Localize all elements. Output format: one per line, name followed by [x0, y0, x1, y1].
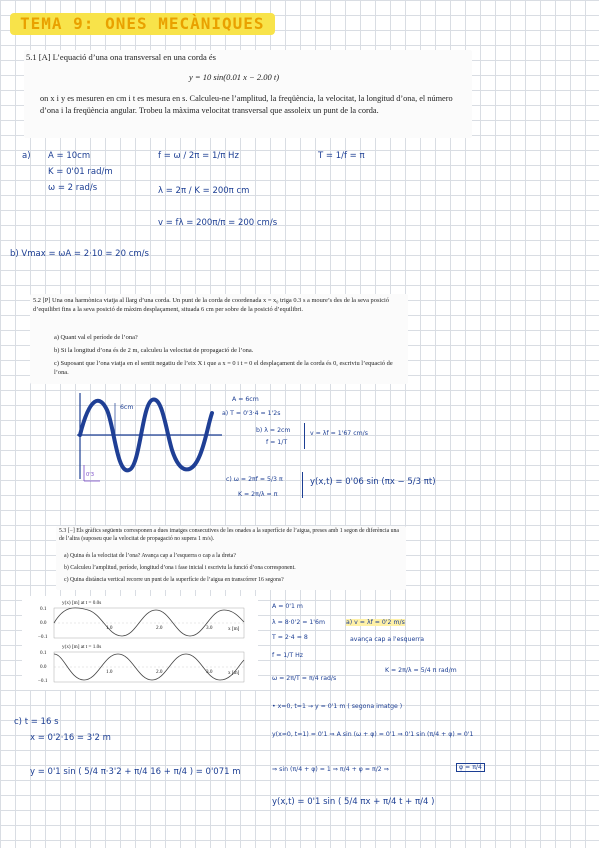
plot-top-title: y(x) [m] at t = 0.0s	[62, 600, 102, 606]
problem-5-1-equation: y = 10 sin(0.01 x − 2.00 t)	[189, 72, 280, 82]
sol-5-1-a-label: a)	[22, 151, 31, 161]
sol-5-3-angular-freq: ω = 2π/T = π/4 rad/s	[272, 675, 337, 682]
plot-top-xtick-3: 3.0	[206, 625, 213, 631]
problem-5-1	[24, 50, 472, 138]
sol-5-3-wavenumber: K = 2π/λ = 5/4 π rad/m	[385, 667, 457, 674]
plot-bottom-xtick-3: 3.0	[206, 669, 213, 675]
problem-5-3-heading: 5.3 [−] Els gràfics següents corresponen a dues imatges consecutives de les onades a la superfície de l’aigua, preses amb 1 segon de diferència una de l’altra (suposeu que la velocitat de propagació no supera 1 m/s).	[59, 528, 400, 542]
problem-5-2-c: c) Suposant que l’ona viatja en el sentit negatiu de l’eix X i que a x = 0 i t = 0 el desplaçament de la corda és 0, escriviu l’equació de l’ona.	[54, 360, 393, 376]
plot-top-ytick-1: 0.1	[40, 606, 47, 612]
plot-top-xlabel: x [m]	[228, 626, 240, 632]
sol-5-1-angular-freq: ω = 2 rad/s	[48, 183, 98, 193]
sol-5-2-b-lambda: b) λ = 2cm	[256, 427, 291, 434]
problem-5-3-b: b) Calculeu l’amplitud, període, longitud d’ona i fase inicial i escriviu la funció d’ona corresponent.	[64, 565, 296, 571]
brace-5-2-b	[304, 423, 307, 449]
sol-5-2-c-w: c) ω = 2πf = 5/3 π	[226, 476, 283, 483]
sol-5-3-c-displacement: y = 0'1 sin ( 5/4 π·3'2 + π/4 16 + π/4 ) = 0'071 m	[30, 767, 241, 777]
problem-5-2-b: b) Si la longitud d’ona és de 2 m, calculeu la velocitat de propagació de l’ona.	[54, 347, 254, 354]
problem-5-2	[30, 294, 408, 384]
problem-5-2-heading: 5.2 [P] Una ona harmònica viatja al llarg d’una corda. Un punt de la corda de coordenada x = x₀ triga 0.3 s a moure’s des de la seva posició d’equilibri fins a la seva posició de màxim desplaçament, situada 6 cm per sobre de la posició d’equilibri.	[33, 297, 390, 313]
sol-5-2-amplitude: A = 6cm	[232, 396, 259, 403]
sol-5-3-phase-result-text: φ = π/4	[456, 763, 485, 772]
sol-5-3-phase-result	[456, 764, 485, 771]
plot-top-ytick-3: −0.1	[38, 634, 48, 640]
plot-top-xtick-1: 1.0	[106, 625, 113, 631]
sol-5-3-amplitude: A = 0'1 m	[272, 603, 303, 610]
problem-5-3-c: c) Quina distància vertical recorre un punt de la superfície de l’aigua en transcórrer 16 segons?	[64, 577, 284, 583]
sol-5-1-amplitude: A = 10cm	[48, 151, 91, 161]
problem-5-2-a: a) Quant val el període de l’ona?	[54, 334, 138, 341]
brace-5-2-c	[302, 472, 305, 498]
sol-5-3-period: T = 2·4 = 8	[272, 634, 308, 641]
plot-bottom-xtick-2: 2.0	[156, 669, 163, 675]
sol-5-3-frequency: f = 1/T Hz	[272, 652, 303, 659]
plot-bottom-ytick-3: −0.1	[38, 678, 48, 684]
wave-plots	[22, 596, 258, 690]
sol-5-2-a: a) T = 0'3·4 = 1'2s	[222, 410, 281, 417]
sol-5-3-wave-function: y(x,t) = 0'1 sin ( 5/4 πx + π/4 t + π/4 )	[272, 797, 435, 807]
wave-amplitude-label: 6cm	[120, 404, 134, 411]
plot-bottom-ytick-2: 0.0	[40, 664, 47, 670]
sol-5-2-b-f: f = 1/T	[266, 439, 288, 446]
sol-5-3-a-velocity	[346, 619, 405, 626]
plot-top-xtick-2: 2.0	[156, 625, 163, 631]
sol-5-1-wavelength: λ = 2π / K = 200π cm	[158, 186, 250, 196]
problem-5-1-heading: 5.1 [A] L’equació d’una ona transversal en una corda és	[26, 52, 216, 62]
sol-5-3-phase-eq-1: y(x=0, t=1) = 0'1 ⇒ A sin (ω + φ) = 0'1 ⇒ 0'1 sin (π/4 + φ) = 0'1	[272, 731, 474, 738]
sol-5-2-c-eq: y(x,t) = 0'06 sin (πx − 5/3 πt)	[310, 477, 436, 487]
problem-5-3-a: a) Quina és la velocitat de l’ona? Avança cap a l’esquerra o cap a la dreta?	[64, 553, 236, 559]
sol-5-3-wavelength: λ = 8·0'2 = 1'6m	[272, 619, 325, 626]
problem-5-1-body: on x i y es mesuren en cm i t es mesura en s. Calculeu-ne l’amplitud, la freqüència, la velocitat, la longitud d’ona, el número d’ona i la freqüència angular. Trobeu la màxima velocitat transversal que assoleix un punt de la corda.	[40, 94, 453, 115]
plot-top-ytick-2: 0.0	[40, 620, 47, 626]
sol-5-1-wavenumber: K = 0'01 rad/m	[48, 167, 113, 177]
plot-bottom-title: y(x) [m] at t = 1.0s	[62, 644, 102, 650]
plot-bottom-ytick-1: 0.1	[40, 650, 47, 656]
sol-5-1-period: T = 1/f = π	[318, 151, 365, 161]
sol-5-3-phase-eq-2: ⇒ sin (π/4 + φ) = 1 ⇒ π/4 + φ = π/2 ⇒	[272, 766, 389, 773]
sol-5-1-velocity: v = fλ = 200π/π = 200 cm/s	[158, 218, 278, 228]
sol-5-2-b-v: v = λf = 1'67 cm/s	[310, 430, 368, 437]
sol-5-1-b: b) Vmax = ωA = 2·10 = 20 cm/s	[10, 249, 149, 259]
sol-5-3-a-direction: avança cap a l'esquerra	[350, 636, 425, 643]
sol-5-3-c-distance: x = 0'2·16 = 3'2 m	[30, 733, 111, 743]
page-title: TEMA 9: ONES MECÀNIQUES	[10, 13, 275, 35]
sol-5-3-condition: • x=0, t=1 → y = 0'1 m ( segona imatge )	[272, 703, 403, 710]
problem-5-3	[56, 526, 406, 590]
plot-bottom-xtick-1: 1.0	[106, 669, 113, 675]
sol-5-1-frequency: f = ω / 2π = 1/π Hz	[158, 151, 239, 161]
sol-5-3-c-time: c) t = 16 s	[14, 717, 59, 727]
plot-top-curve	[54, 608, 244, 636]
wave-time-label: 0'3	[86, 472, 95, 478]
plot-bottom-xlabel: x [m]	[228, 670, 240, 676]
sol-5-3-a-velocity-text: a) v = λf = 0'2 m/s	[346, 619, 405, 626]
wave-sketch	[62, 385, 232, 485]
sol-5-2-c-k: K = 2π/λ = π	[238, 491, 278, 498]
